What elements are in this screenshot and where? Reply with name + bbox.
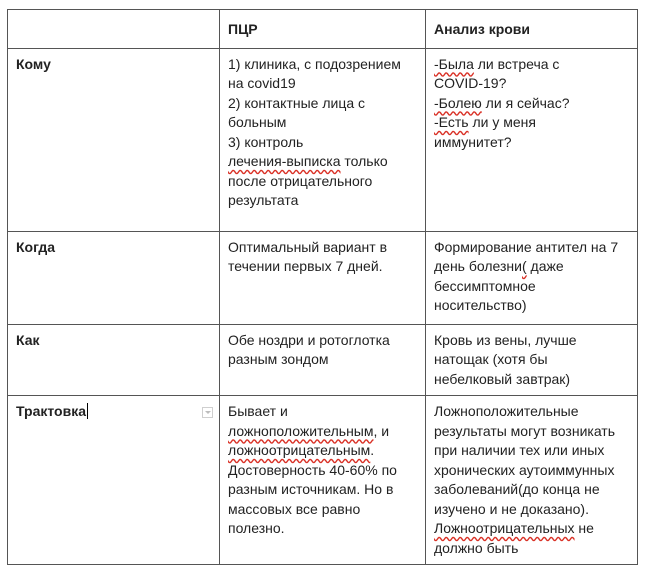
text-run: после отрицательного — [228, 172, 373, 189]
text-line — [434, 113, 629, 133]
row-label-cell[interactable] — [8, 48, 220, 231]
text-run: на covid19 — [228, 75, 296, 91]
text-run: небелковый завтрак) — [434, 370, 571, 387]
text-line — [434, 539, 629, 559]
table-row — [8, 324, 638, 396]
text-run: носительство) — [434, 297, 527, 313]
text-line — [434, 94, 629, 114]
text-run: заболеваний(до конца не — [434, 481, 600, 497]
row-label-cell[interactable] — [8, 324, 220, 396]
spellcheck-flagged-word: ( — [522, 258, 527, 274]
table-row — [8, 48, 638, 231]
row-label: Когда — [16, 238, 56, 255]
row-label-cell[interactable] — [8, 231, 220, 324]
text-line — [228, 480, 417, 500]
row-label: Как — [16, 331, 40, 348]
text-run: COVID-19? — [434, 75, 507, 91]
text-run: не — [574, 520, 594, 536]
text-run: 2) контактные лица с — [228, 94, 366, 111]
text-run: Оптимальный вариант в — [228, 238, 388, 255]
text-run: даже — [526, 258, 564, 274]
text-run: Обе ноздри и ротоглотка — [228, 331, 390, 348]
text-run: 1) клиника, с подозрением — [228, 55, 401, 72]
text-run: только — [340, 153, 388, 169]
text-line — [228, 172, 417, 192]
text-line — [228, 461, 417, 481]
text-run: Достоверность 40-60% по — [228, 461, 397, 478]
cell-text — [228, 238, 417, 277]
header-cell-empty[interactable] — [8, 10, 220, 49]
table-row — [8, 396, 638, 565]
text-run: хронических аутоиммунных — [434, 461, 615, 478]
text-line — [434, 422, 629, 442]
text-line — [434, 296, 629, 316]
text-run: больным — [228, 114, 287, 130]
text-line — [228, 191, 417, 211]
text-run: . — [370, 442, 375, 458]
dropdown-arrow-icon[interactable] — [202, 407, 213, 418]
blood-cell[interactable] — [426, 231, 638, 324]
cell-text — [434, 402, 629, 558]
text-run: Кровь из вены, лучше — [434, 331, 577, 348]
text-line — [228, 519, 417, 539]
text-cursor — [87, 403, 88, 419]
text-run: ли встреча с — [473, 55, 560, 72]
cell-text — [228, 55, 417, 211]
row-label-cell-active[interactable] — [8, 396, 220, 565]
text-run: разным источникам. Но в — [228, 481, 394, 497]
text-line — [228, 422, 417, 442]
header-cell-pcr[interactable]: ПЦР — [220, 10, 426, 49]
text-line — [434, 350, 629, 370]
text-line — [434, 441, 629, 461]
text-run: бессимптомное — [434, 277, 536, 294]
cell-text — [434, 331, 629, 390]
text-run: полезно. — [228, 520, 285, 536]
spellcheck-flagged-word: ложноположительным — [228, 422, 374, 439]
text-run: результата — [228, 192, 299, 208]
blood-cell[interactable] — [426, 324, 638, 396]
text-line — [434, 519, 629, 539]
text-line — [434, 133, 629, 153]
spellcheck-flagged-word: -Есть — [434, 114, 469, 130]
text-run: результаты могут возникать — [434, 422, 616, 439]
text-line — [434, 55, 629, 75]
spellcheck-flagged-word: -Болею — [434, 94, 482, 111]
cell-text — [228, 331, 417, 370]
text-line — [434, 257, 629, 277]
text-run: должно быть — [434, 539, 519, 556]
text-line — [434, 74, 629, 94]
text-line — [228, 113, 417, 133]
text-line — [228, 94, 417, 114]
text-run: массовых все равно — [228, 500, 361, 517]
text-line — [228, 238, 417, 258]
cell-text — [434, 55, 629, 153]
pcr-cell[interactable] — [220, 48, 426, 231]
text-run: разным зондом — [228, 351, 329, 367]
cell-text — [228, 402, 417, 539]
pcr-cell[interactable] — [220, 396, 426, 565]
text-line — [434, 402, 629, 422]
text-line — [228, 500, 417, 520]
spellcheck-flagged-word: -Была — [434, 55, 474, 72]
text-line — [434, 370, 629, 390]
table-row — [8, 231, 638, 324]
row-label: Кому — [16, 55, 51, 72]
text-run: , и — [373, 422, 390, 439]
cell-text — [434, 238, 629, 316]
text-run: день болезни — [434, 258, 522, 274]
spellcheck-flagged-word: ложноотрицательным — [228, 442, 371, 458]
comparison-table — [7, 9, 638, 565]
text-line — [434, 461, 629, 481]
blood-cell[interactable] — [426, 396, 638, 565]
text-run: течении первых 7 дней. — [228, 258, 383, 274]
text-line — [228, 441, 417, 461]
text-run: 3) контроль — [228, 133, 304, 150]
text-run: изучено и не доказано). — [434, 500, 589, 517]
text-line — [434, 238, 629, 258]
text-run: ли я сейчас? — [481, 94, 570, 111]
text-run: Формирование антител на 7 — [434, 238, 619, 255]
row-label: Трактовка — [16, 403, 86, 419]
text-run: Ложноположительные — [434, 403, 579, 419]
spellcheck-flagged-word: Ложноотрицательных — [434, 520, 575, 536]
text-line — [228, 55, 417, 75]
text-run: иммунитет? — [434, 133, 512, 150]
text-run: ли у меня — [468, 114, 536, 130]
header-cell-blood-test[interactable]: Анализ крови — [426, 10, 638, 49]
pcr-cell[interactable] — [220, 231, 426, 324]
text-line — [434, 277, 629, 297]
text-line — [228, 133, 417, 153]
text-run: Бывает и — [228, 403, 288, 419]
blood-cell[interactable] — [426, 48, 638, 231]
text-line — [228, 331, 417, 351]
spellcheck-flagged-word: лечения-выписка — [228, 153, 341, 169]
header-row — [8, 10, 638, 49]
text-line — [434, 480, 629, 500]
text-line — [434, 500, 629, 520]
text-line — [434, 331, 629, 351]
text-line — [228, 350, 417, 370]
text-line — [228, 152, 417, 172]
text-line — [228, 402, 417, 422]
text-run: натощак (хотя бы — [434, 351, 548, 367]
text-run: при наличии тех или иных — [434, 442, 605, 458]
text-line — [228, 257, 417, 277]
pcr-cell[interactable] — [220, 324, 426, 396]
text-line — [228, 74, 417, 94]
